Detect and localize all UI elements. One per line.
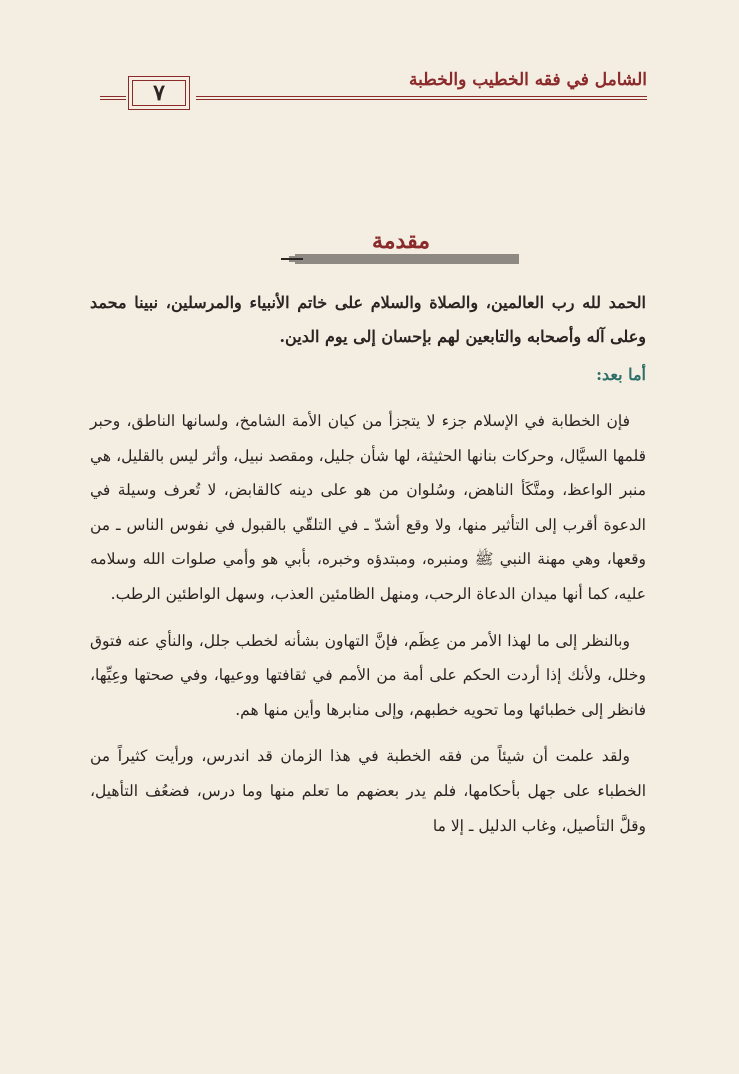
book-title: الشامل في فقه الخطيب والخطبة: [409, 70, 647, 90]
main-text: [90, 286, 646, 855]
header-rule: [196, 99, 647, 100]
page-number-frame: [128, 76, 190, 110]
amma-baad-label: أما بعد:: [596, 365, 646, 384]
paragraph: فإن الخطابة في الإسلام جزء لا يتجزأ من كيان الأمة الشامخ، ولسانها الناطق، وحبر قلمها السيَّال، وحركات بنانها الحثيثة، لها شأن جليل، ومقصد نبيل، وأثر ليس بالقليل، هي منبر الواعظ، ومتَّكَأ الناهض، وسُلوان من هو على دينه كالقابض، لا تُعرف وسيلة في الدعوة أقرب إلى التأثير منها، ولا وقع أشدّ ـ في التلقّي بالقبول في نفوس الناس ـ من وقعها، وهي مهنة النبي ﷺ ومنبره، ومبتدؤه وخبره، بأبي هو وأمي صلوات الله وسلامه عليه، كما أنها ميدان الدعاة الرحب، ومنهل الظامئين العذب، وسهل الواطئين الرطب.: [90, 412, 646, 603]
paragraph: وبالنظر إلى ما لهذا الأمر من عِظَم، فإنَّ التهاون بشأنه لخطب جلل، والنأي عنه فتوق وخلل، ولأنك إذا أردت الحكم على أمة من الأمم في ثقافتها ووعيها، وفي صحتها وعِيِّها، فانظر إلى خطبائها وما تحويه خطبهم، وإلى منابرها وأين منها هم.: [90, 631, 646, 719]
opening-paragraph: الحمد لله رب العالمين، والصلاة والسلام على خاتم الأنبياء والمرسلين، نبينا محمد وعلى آله وأصحابه والتابعين لهم بإحسان إلى يوم الدين.: [90, 293, 646, 346]
heading-ornament: [281, 252, 521, 266]
header-rule: [196, 96, 647, 97]
header-rule: [100, 96, 126, 97]
running-header: [100, 66, 647, 110]
section-title: مقدمة: [371, 228, 431, 254]
paragraph: ولقد علمت أن شيئاً من فقه الخطبة في هذا الزمان قد اندرس، ورأيت كثيراً من الخطباء على جهل بأحكامها، فلم يدر بعضهم ما تعلم منها وما درس، فضعُف التأهيل، وقلَّ التأصيل، وغاب الدليل ـ إلا ما: [90, 747, 646, 835]
header-rule: [100, 99, 126, 100]
page-number: ٧: [153, 80, 165, 106]
section-heading: [281, 222, 521, 274]
